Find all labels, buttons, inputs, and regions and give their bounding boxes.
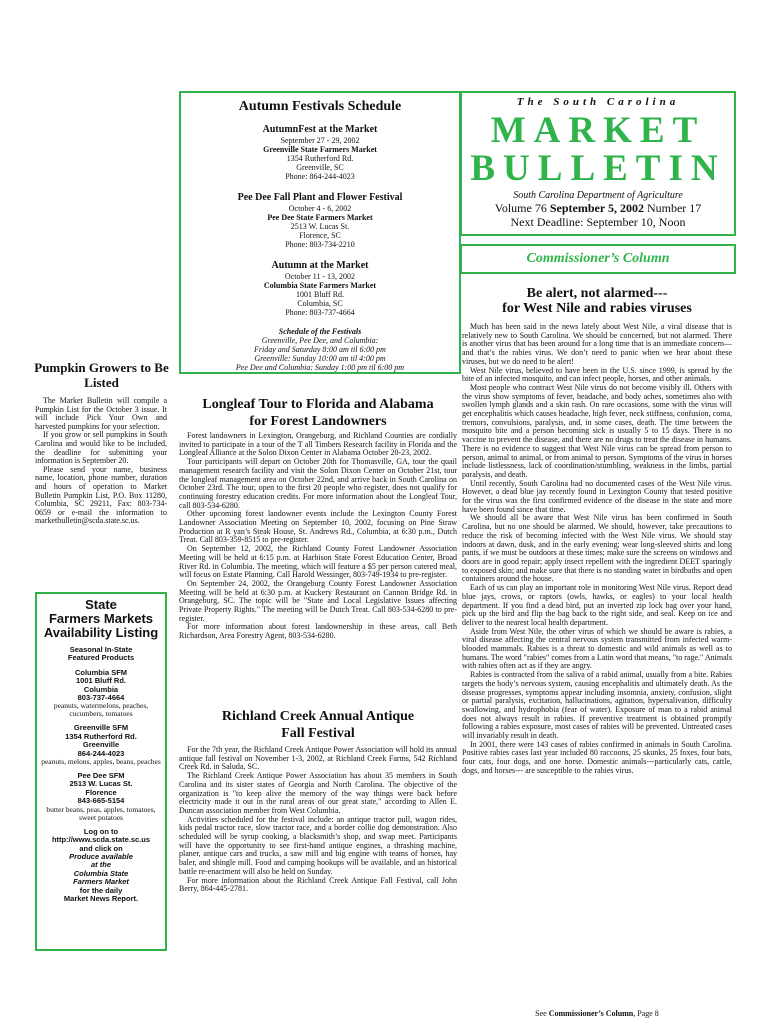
paragraph: Activities scheduled for the festival include: an antique tractor pull, wagon rides, kids pedal tractor race, slow tractor race, and a border collie dog demonstration. Also scheduled will be syrup cooking, a blacksmith’s shop, and swap meet. Participants will have the opportunity to see first-hand antique engines, a thrashing machine, planer, antique cars and trucks, a saw mill and big engine with teams of horses, hay baler, and shingle mill. Food and camping hookups will be available, and an historical battle re-enactment will also be held on Sunday. [179,814,457,876]
paragraph: Much has been said in the news lately about West Nile, a viral disease that is relatively new to South Carolina. We should be concerned, but not alarmed. There is another virus that has been around for a long time that is an immediate concern—and that’s the rabies virus. We don’t need to panic when we hear about these viruses, but we do need to be alert! [462,322,732,366]
fm-logon: Log on to http://www.scda.state.sc.us and click on Produce available at the Columbia State Farmers Market for the daily Market News Report. [37,828,165,904]
festival-event [181,192,459,249]
festival-address: 1354 Rutherford Rd. [286,154,354,163]
scda-link[interactable]: http://www.scda.state.sc.us [51,835,151,845]
masthead-pre: The South Carolina [516,96,680,108]
masthead-deadline: Next Deadline: September 10, Noon [510,215,686,229]
paragraph: On September 24, 2002, the Orangeburg County Forest Landowner Association Meeting will be held at 6:30 p.m. at Kuckery Restaurant on Cannon Bridge Rd. in Orangeburg, SC. The topic will be "State and Local Legislative Issues affecting Private Property Rights." The meeting will be Dutch Treat. Call 803-534-6280 to pre-register. [179,578,457,623]
schedule-title: Schedule of the Festivals [278,327,362,336]
paragraph: Other upcoming forest landowner events include the Lexington County Forest Landowner Association Meeting on September 10, 2002, focusing on Pine Straw Production at R yan’s Steak House, St. Andrews Rd., Columbia, at 6:30 p.m., Dutch Treat. Call 803-359-8515 to pre-register. [179,509,457,545]
paragraph: The Richland Creek Antique Power Association has about 35 members in South Carolina and its sister states of Georgia and North Carolina. The objective of the organization is "to keep alive the memory of the way things were back before electricity made it out in the rural areas of our great state," according to Allen E. Duncan association member from West Columbia. [179,771,457,815]
schedule-line: Greenville: Sunday 10:00 am til 4:00 pm [254,354,386,363]
festival-event [181,260,459,317]
festival-address: 2513 W. Lucas St. [290,222,350,231]
commissioner-column-banner [460,244,736,274]
continued-reference: See Commissioner’s Column, Page 8 [535,1009,659,1018]
schedule-line: Pee Dee and Columbia: Sunday 1:00 pm til 6:00 pm [235,363,405,372]
festival-name: Pee Dee Fall Plant and Flower Festival [237,192,403,203]
fm-products: butter beans, peas, apples, tomatoes, sweet potatoes [46,804,156,822]
festival-dates: October 11 - 13, 2002 [284,272,356,281]
fm-market: Pee Dee SFM 2513 W. Lucas St. Florence 843-665-5154 [69,771,133,806]
festival-event [181,124,459,181]
festival-venue: Greenville State Farmers Market [263,145,377,154]
farmers-markets-box [35,592,167,951]
masthead-dept: South Carolina Department of Agriculture [513,190,683,201]
paragraph: For more information about the Richland Creek Antique Fall Festival, call John Berry, 864-445-2781. [179,875,457,894]
longleaf-body [179,432,457,641]
masthead-volume: Volume 76 September 5, 2002 Number 17 [494,201,702,215]
paragraph: Rabies is contracted from the saliva of a rabid animal, usually from a bite. Rabies targets the body’s nervous system, causing encephalitis and ultimately death. As the disease progresses, symptoms appear including insomnia, anxiety, confusion, slight or partial paralysis, excitation, hallucinations, agitation, hypersalivation, difficulty swallowing, and hydrophobia (fear of water). Exposure of man to a rabid animal does not always result in rabies. If preventive treatment is obtained promptly following a rabies exposure, most cases of rabies will be prevented. Untreated cases will invariably result in death. [462,670,732,741]
festival-venue: Columbia State Farmers Market [263,281,377,290]
paragraph: Most people who contract West Nile virus do not become visibly ill. Others with the virus show symptoms of fever, headache, and body aches, sometimes also with swollen lymph glands and a skin rash. On rare occasions, some with the virus will get encephalitis which causes headache, high fever, neck stiffness, confusion, coma, tremors, convulsions, paralysis, and, in some cases, death. The time between the mosquito bite and a person becoming sick is usually 5 to 15 days. There is no vaccine to prevent the disease, and there are no drugs to treat the disease in humans. There is no evidence to suggest that West Nile virus can be spread from person to person, animal to animal, or from animal to person. Symptoms of the virus in horses include listlessness, lack of coordination/stumbling, weakness in the limbs, partial paralysis, and death. [462,382,732,479]
richland-body [179,746,457,894]
richland-headline: Richland Creek Annual Antique Fall Festival [221,709,415,741]
pumpkin-body [35,397,167,526]
paragraph: The Market Bulletin will compile a Pumpkin List for the October 3 issue. It will include Pick Your Own and harvested pumpkins for your selection. [35,396,167,431]
festival-schedule-box [179,91,461,374]
paragraph: Aside from West Nile, the other virus of which we should be aware is rabies, a viral disease affecting the central nervous system transmitted from infected warm-blooded mammals. Rabies is a threat to domestic and wild animals as well as to humans. The word "rabies" comes from a Latin word that means, "to rage." Animals with rabies often act as if they are angry. [462,626,732,671]
paragraph: For more information about forest landownership in these areas, call Beth Richardson, Area Forestry Agent, 803-534-6280. [179,622,457,641]
festival-city: Greenville, SC [296,163,344,172]
fm-title: State Farmers Markets Availability Listing [43,597,159,640]
festival-phone: Phone: 864-244-4023 [285,172,355,181]
schedule-line: Greenville, Pee Dee, and Columbia: [261,336,379,345]
festival-city: Florence, SC [299,231,341,240]
fm-products: peanuts, watermelons, peaches, cucumbers, tomatoes [53,701,149,719]
paragraph: Forest landowners in Lexington, Orangeburg, and Richland Counties are cordially invited to participate in a tour of the T all Timbers Research facility in Florida and the Longleaf Alliance at the Solon Dixon Center in Alabama October 20-23, 2002. [179,431,457,458]
festival-dates: September 27 - 29, 2002 [280,136,360,145]
masthead-title-bulletin: BULLETIN [470,148,726,189]
paragraph: Please send your name, business name, location, phone number, duration and hours of operation to Market Bulletin Pumpkin List, P.O. Box 11280, Columbia, SC 29211, Fax: 803-734-0659 or e-mail the information to marketbulletin@scda.state.sc.us. [35,464,167,526]
festival-schedule [181,327,459,372]
festival-name: AutumnFest at the Market [262,124,378,135]
festival-dates: October 4 - 6, 2002 [288,204,352,213]
paragraph: Each of us can play an important role in monitoring West Nile virus. Report dead blue jays, crows, or raptors (owls, hawks, or eagles) to your local health department. If you find a dead bird, put an inverted zip lock bag over your hand, pick up the bird and flip the bag back to the right side, and seal. Keep on ice and deliver to the nearest local health department. [462,583,732,627]
paragraph: West Nile virus, believed to have been in the U.S. since 1999, is spread by the bite of an infected mosquito, and can infect people, horses, and other animals. [462,365,732,384]
pumpkin-headline: Pumpkin Growers to Be Listed [34,360,169,390]
paragraph: We should all be aware that West Nile virus has been confirmed in South Carolina, but no one should be alarmed. We should, however, take precautions to reduce the risk of becoming infected with the West Nile virus. We should stay indoors at dawn, dusk, and in the early evening; wear long-sleeved shirts and long pants, if we must be outdoors at these times; make sure the screens on windows and doors are in good repair; apply insect repellent with the ingredient DEET sparingly to exposed skin; and make sure that there is no standing water in birdbaths and open containers around the house. [462,513,732,584]
longleaf-headline: Longleaf Tour to Florida and Alabama for Forest Landowners [202,397,434,429]
paragraph: On September 12, 2002, the Richland County Forest Landowner Association Meeting will be held at 6:15 p.m. at Harbison State Forest Education Center, Broad River Rd. in Columbia. The meeting, which will feature a $5 per person catered meal, will focus on Estate Planning. Call Harold Wessinger, 803-749-1934 to pre-register. [179,544,457,580]
paragraph: In 2001, there were 143 cases of rabies confirmed in animals in South Carolina. Positive rabies cases last year included 80 raccoons, 25 skunks, 25 foxes, four bats, four cats, four dogs, and one horse. Domestic animals---particularly cats, cattle, dogs, and horses--- are susceptible to the rabies virus. [462,739,732,775]
festival-venue: Pee Dee State Farmers Market [267,213,373,222]
masthead-title-market: MARKET [490,110,706,151]
fm-products: peanuts, melons, apples, beans, peaches [41,757,161,767]
festival-phone: Phone: 803-737-4664 [285,308,355,317]
festival-name: Autumn at the Market [271,260,369,271]
westnile-body [462,323,732,776]
festival-address: 1001 Bluff Rd. [295,290,345,299]
festival-city: Columbia, SC [297,299,343,308]
festival-phone: Phone: 803-734-2210 [285,240,355,249]
fm-market: Columbia SFM 1001 Bluff Rd. Columbia 803-737-4664 [74,667,128,703]
schedule-line: Friday and Saturday 8:00 am til 6:00 pm [254,345,386,354]
paragraph: If you grow or sell pumpkins in South Carolina and would like to be included, the deadline for submitting your information is September 20. [35,430,167,466]
westnile-headline: Be alert, not alarmed--- for West Nile and rabies viruses [502,286,692,316]
masthead [460,91,736,236]
commissioner-column-label: Commissioner’s Column [526,251,670,266]
paragraph: For the 7th year, the Richland Creek Antique Power Association will hold its annual antique fall festival on November 1-3, 2002, at Richland Creek Farms, 542 Richland Creek Rd. in Saluda, SC. [179,745,457,772]
festival-box-title: Autumn Festivals Schedule [238,99,402,114]
paragraph: Tour participants will depart on October 20th for Thomasville, GA, tour the quail management research facility and visit the Solon Dixon Center on October 21st, tour the longleaf management area on October 22nd, and arrive back in South Carolina on October 23rd. The tour, open to the first 20 people who register, does not qualify for continuing forestry education credits. For more information about the Longleaf Tour, call 803-534-6280. [179,457,457,510]
fm-market: Greenville SFM 1354 Rutherford Rd. Greenville 864-244-4023 [65,723,137,758]
paragraph: Until recently, South Carolina had no documented cases of the West Nile virus. However, a dead blue jay recently found in Lexington County that tested positive for the virus was the first confirmed evidence of the disease in the state and more have been found since that time. [462,478,732,514]
fm-subtitle: Seasonal In-State Featured Products [67,645,135,663]
